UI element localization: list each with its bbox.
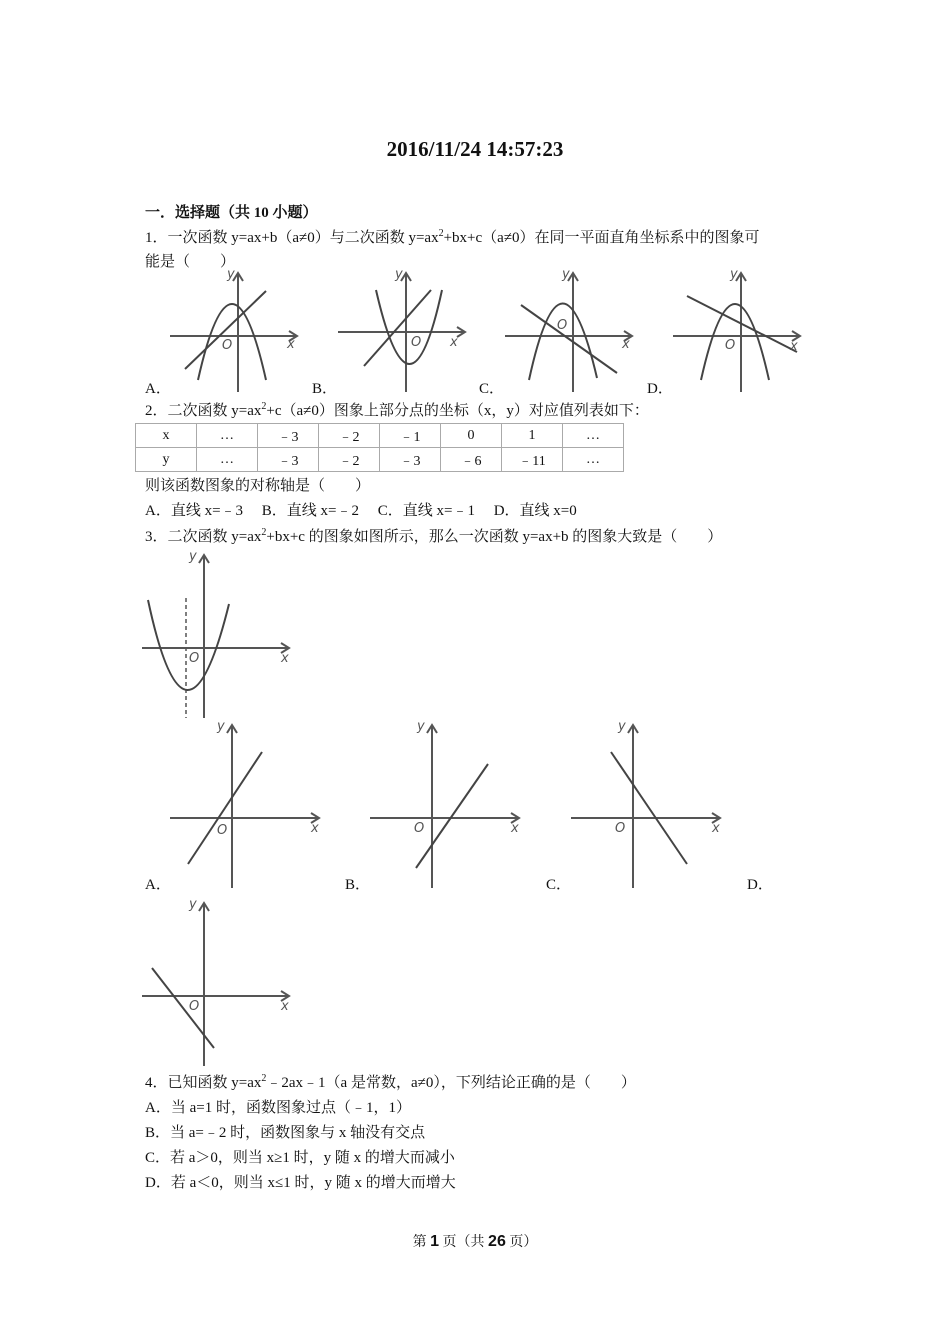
q3-graph-b (370, 718, 520, 890)
table-cell: ﹣2 (319, 448, 380, 472)
origin-label: O (189, 999, 200, 1014)
page-footer: 第 1 页（共 26 页） (412, 1233, 538, 1250)
table-cell: … (563, 448, 624, 472)
table-cell: 1 (502, 424, 563, 448)
q1-option-d: D． (647, 381, 673, 397)
table-cell: … (197, 448, 258, 472)
table-cell: ﹣3 (380, 448, 441, 472)
page-number: 1 (430, 1233, 440, 1250)
table-cell: ﹣3 (258, 448, 319, 472)
table-cell: … (197, 424, 258, 448)
x-label: x (281, 651, 289, 666)
q3-graph-d (142, 896, 292, 1068)
table-row-x (136, 424, 624, 448)
parabola (148, 600, 229, 690)
line (188, 752, 262, 864)
x-label: x (712, 821, 720, 836)
q1-option-c: C． (479, 381, 505, 397)
q4-option-d: D．若 a＜0，则当 x≤1 时，y 随 x 的增大而增大 (145, 1175, 456, 1191)
table-cell: ﹣2 (319, 424, 380, 448)
y-label: y (189, 549, 197, 564)
q3-option-c: C． (546, 877, 572, 893)
origin-label: O (189, 651, 200, 666)
q1-stem-line2: 能是（ ） (145, 254, 236, 270)
line (416, 764, 488, 868)
origin-label: O (217, 823, 228, 838)
x-label: x (311, 821, 319, 836)
q3-stem: 3．二次函数 $y=ax^2+bx+c$ 的图象如图所示，那么一次函数 y=ax+b 的图象大致是（ ） (145, 527, 723, 545)
q1-option-a: A． (145, 381, 171, 397)
x-label: x (511, 821, 519, 836)
page-total: 26 (488, 1233, 506, 1250)
y-label: y (227, 267, 235, 282)
q3-option-a: A． (145, 877, 171, 893)
table-cell: x (136, 424, 197, 448)
x-label: x (281, 999, 289, 1014)
origin-label: O (725, 338, 736, 353)
table-cell: y (136, 448, 197, 472)
x-label: x (622, 337, 630, 352)
q1-graph-a (170, 268, 305, 393)
q1-graph-b (338, 268, 473, 393)
parabola (376, 290, 442, 364)
y-label: y (395, 267, 403, 282)
y-label: y (217, 719, 225, 734)
y-label: y (618, 719, 626, 734)
x-label: x (287, 337, 295, 352)
q3-option-d: D． (747, 877, 773, 893)
q2-value-table (135, 423, 624, 472)
q4-option-c: C．若 a＞0，则当 x≥1 时，y 随 x 的增大而减小 (145, 1150, 455, 1166)
y-label: y (730, 267, 738, 282)
q1-graph-c (505, 268, 640, 393)
q3-graph-c (571, 718, 721, 890)
x-label: x (790, 339, 798, 354)
q2-question: 则该函数图象的对称轴是（ ） (145, 478, 371, 494)
table-cell: 0 (441, 424, 502, 448)
page-title: 2016/11/24 14:57:23 (386, 137, 564, 161)
origin-label: O (222, 338, 233, 353)
q4-option-b: B．当 a=﹣2 时，函数图象与 x 轴没有交点 (145, 1125, 426, 1141)
table-cell: ﹣6 (441, 448, 502, 472)
section-heading: 一．选择题（共 10 小题） (145, 205, 318, 221)
q3-option-b: B． (345, 877, 371, 893)
table-cell: ﹣3 (258, 424, 319, 448)
q1-graph-d (673, 268, 808, 393)
table-row-y (136, 448, 624, 472)
origin-label: O (557, 318, 568, 333)
q3-graph-a (170, 718, 320, 890)
table-cell: … (563, 424, 624, 448)
y-label: y (562, 267, 570, 282)
origin-label: O (615, 821, 626, 836)
q1-stem-line1: 1．一次函数 y=ax+b（a≠0）与二次函数 $y=ax^2+bx+c(a\ne 0)$在同一平面直角坐标系中的图象可 (145, 228, 760, 246)
line (185, 291, 266, 369)
line (521, 305, 617, 373)
q2-stem: 2．二次函数 $y=ax^2+c(a\ne 0)$图象上部分点的坐标（x，y）对应值列表如下： (145, 401, 649, 419)
q3-parabola-graph (142, 548, 292, 720)
y-label: y (189, 897, 197, 912)
table-cell: ﹣1 (380, 424, 441, 448)
x-label: x (450, 335, 458, 350)
origin-label: O (411, 335, 422, 350)
q4-stem: 4．已知函数 $y=ax^2﹣2ax﹣1(a$ 是常数，a≠0），下列结论正确的是（ ） (145, 1073, 636, 1091)
parabola (529, 303, 597, 380)
table-cell: ﹣11 (502, 448, 563, 472)
q4-option-a: A．当 a=1 时，函数图象过点（﹣1，1） (145, 1100, 411, 1116)
origin-label: O (414, 821, 425, 836)
line (611, 752, 687, 864)
q1-option-b: B． (312, 381, 338, 397)
q2-options: A．直线 x=﹣3 B．直线 x=﹣2 C．直线 x=﹣1 D．直线 x=0 (145, 503, 577, 519)
y-label: y (417, 719, 425, 734)
